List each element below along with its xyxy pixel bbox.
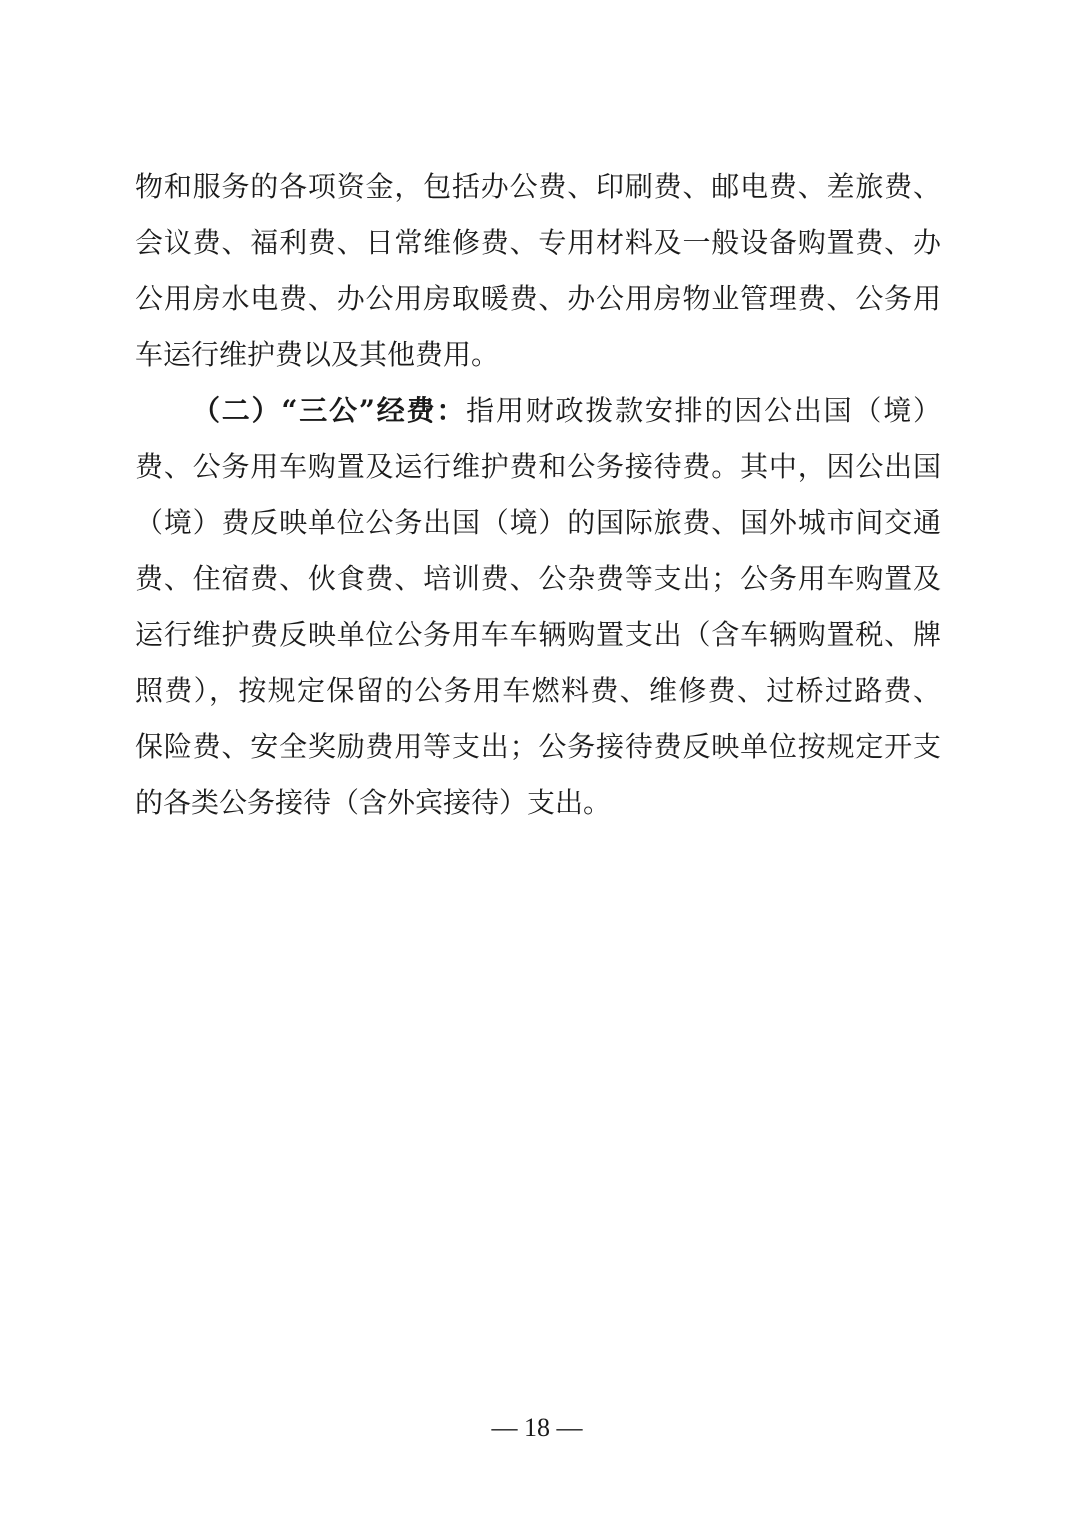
paragraph-2-line-5: 运行维护费反映单位公务用车车辆购置支出（含车辆购置税、牌 xyxy=(135,618,941,651)
section-heading: （二）“三公”经费： xyxy=(192,394,467,427)
paragraph-1-line-4: 车运行维护费以及其他费用。 xyxy=(135,338,500,371)
paragraph-2-line-2: 费、公务用车购置及运行维护费和公务接待费。其中，因公出国 xyxy=(135,450,941,483)
paragraph-2-line-3: （境）费反映单位公务出国（境）的国际旅费、国外城市间交通 xyxy=(135,506,941,539)
page-number: — 18 — xyxy=(491,1413,583,1442)
paragraph-2-first-line-text: 指用财政拨款安排的因公出国（境） xyxy=(466,394,941,427)
paragraph-2-line-4: 费、住宿费、伙食费、培训费、公杂费等支出；公务用车购置及 xyxy=(135,562,941,595)
paragraph-2-line-8: 的各类公务接待（含外宾接待）支出。 xyxy=(135,786,612,819)
paragraph-2-first-line xyxy=(192,391,941,431)
paragraph-1-line-1: 物和服务的各项资金，包括办公费、印刷费、邮电费、差旅费、 xyxy=(135,170,941,203)
paragraph-1-line-2: 会议费、福利费、日常维修费、专用材料及一般设备购置费、办 xyxy=(135,226,941,259)
paragraph-2-line-6: 照费），按规定保留的公务用车燃料费、维修费、过桥过路费、 xyxy=(135,674,941,707)
paragraph-2-line-7: 保险费、安全奖励费用等支出；公务接待费反映单位按规定开支 xyxy=(135,730,941,763)
paragraph-1-line-3: 公用房水电费、办公用房取暖费、办公用房物业管理费、公务用 xyxy=(135,282,941,315)
